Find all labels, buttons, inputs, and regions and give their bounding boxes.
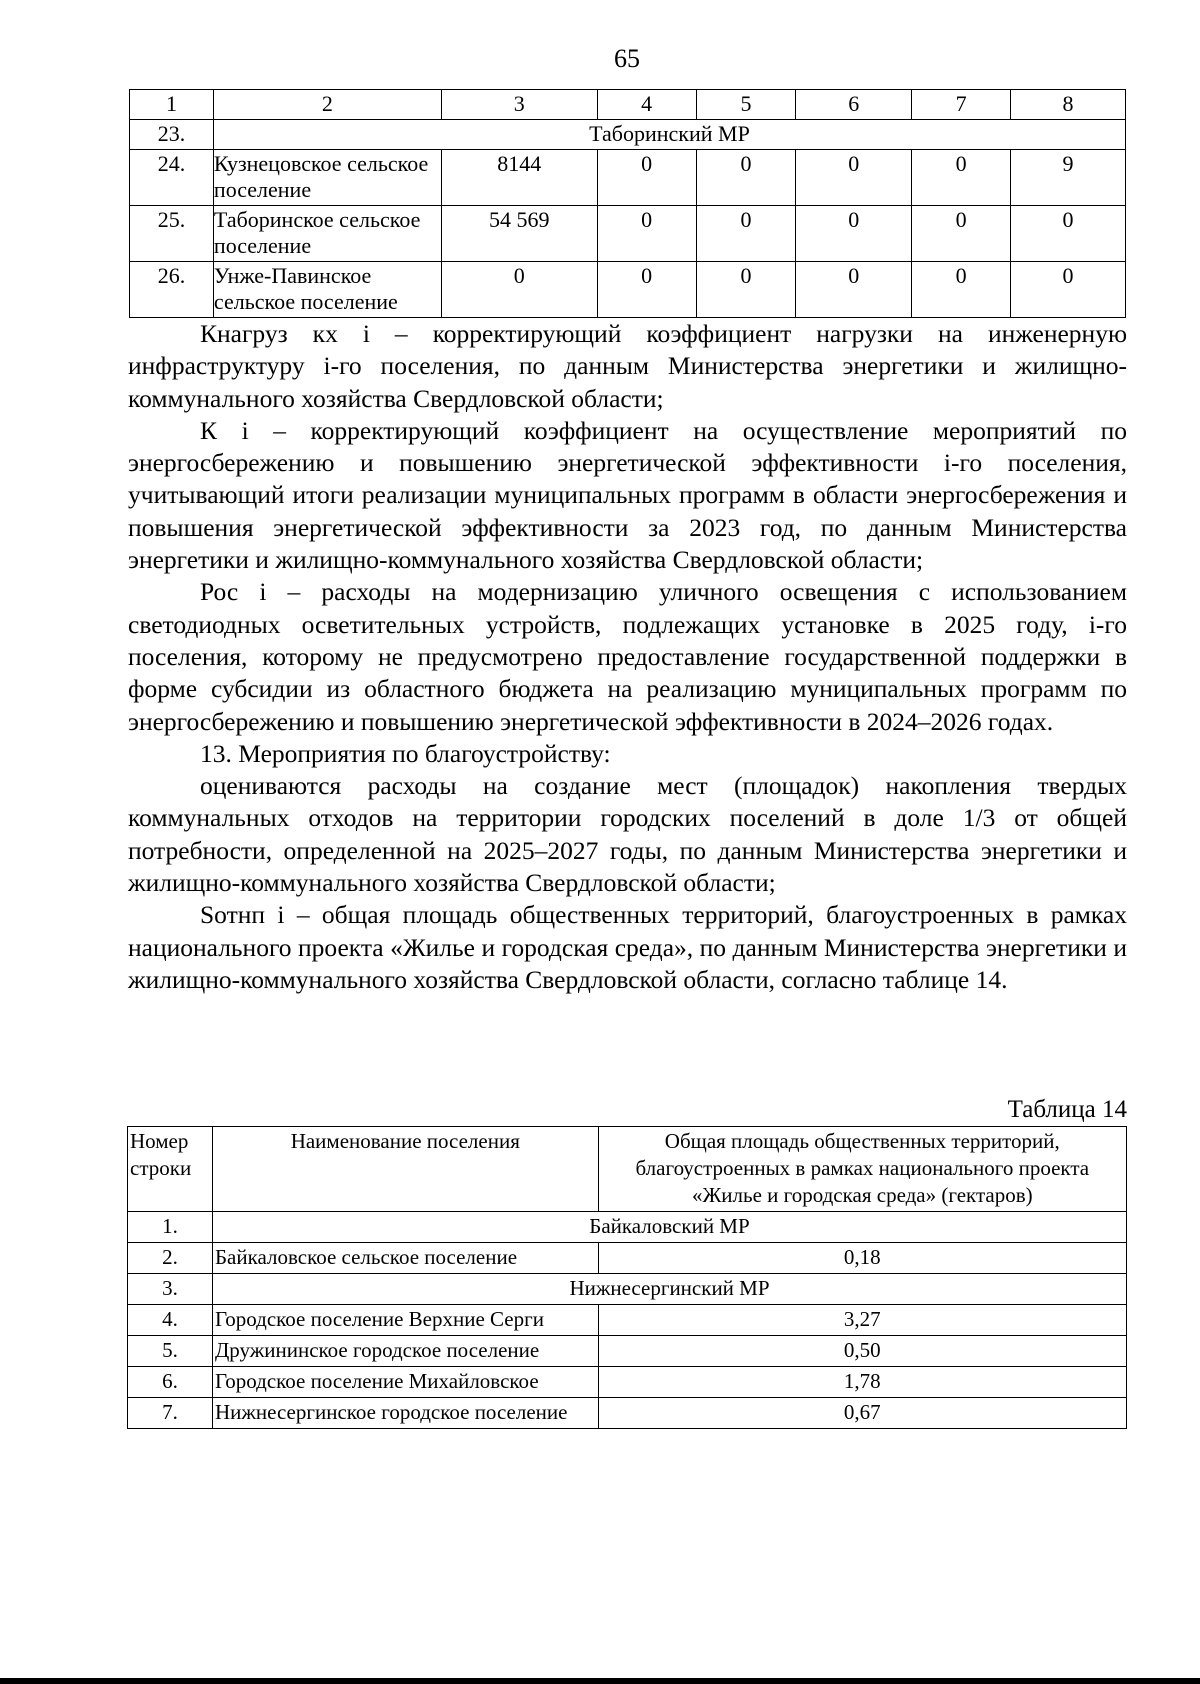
value-cell: 0 [441,262,597,318]
paragraph-sotnp: Sотнп i – общая площадь общественных территорий, благоустроенных в рамках национального проекта «Жилье и городская среда», по данным Министерства энергетики и жилищно-коммунального хозяйства Свердловской области, согласно таблице 14. [128,900,1127,994]
section-title: Таборинский МР [213,120,1125,150]
value-cell: 9 [1011,150,1126,206]
row-number: 23. [130,120,214,150]
table-row [130,262,1126,318]
table-row [130,150,1126,206]
table-row [128,1367,1127,1398]
table-row [128,1305,1127,1336]
settlement-name: Унже-Павинское сельское поселение [213,262,441,318]
area-value: 1,78 [598,1367,1126,1398]
paragraph-ki: К i – корректирующий коэффициент на осуществление мероприятий по энергосбережению и повышению энергетической эффективности i-го поселения, учитывающий итоги реализации муниципальных программ в области энергосбережения и повышения энергетической эффективности за 2023 год, по данным Министерства энергетики и жилищно-коммунального хозяйства Свердловской области; [128,415,1127,575]
area-value: 0,18 [598,1243,1126,1274]
continued-table [129,89,1126,318]
value-cell: 0 [1011,262,1126,318]
table-caption: Таблица 14 [1007,1096,1127,1123]
section-title: Байкаловский МР [212,1212,1126,1243]
table-header-row [128,1127,1127,1212]
area-value: 0,67 [598,1398,1126,1429]
settlement-name: Кузнецовское сельское поселение [213,150,441,206]
row-number: 1. [128,1212,213,1243]
column-number: 1 [130,90,214,120]
section-heading: 13. Мероприятия по благоустройству: [200,738,611,768]
value-cell: 0 [597,206,696,262]
value-cell: 0 [696,262,796,318]
section-title: Нижнесергинский МР [212,1274,1126,1305]
settlement-name: Дружининское городское поселение [212,1336,598,1367]
row-number: 24. [130,150,214,206]
value-cell: 0 [912,262,1011,318]
value-cell: 0 [597,150,696,206]
value-cell: 0 [796,262,912,318]
settlement-name: Таборинское сельское поселение [213,206,441,262]
value-cell: 0 [696,150,796,206]
section-row [128,1212,1127,1243]
area-value: 0,50 [598,1336,1126,1367]
settlement-name: Байкаловское сельское поселение [212,1243,598,1274]
column-numbers-row [130,90,1126,120]
row-number: 26. [130,262,214,318]
area-value: 3,27 [598,1305,1126,1336]
table-row [128,1243,1127,1274]
row-number: 3. [128,1274,213,1305]
value-cell: 0 [912,206,1011,262]
paragraph-waste-sites: оцениваются расходы на создание мест (площадок) накопления твердых коммунальных отходов на территории городских поселений в доле 1/3 от общей потребности, определенной на 2025–2027 годы, по данным Министерства энергетики и жилищно-коммунального хозяйства Свердловской области; [128,771,1127,898]
value-cell: 0 [597,262,696,318]
row-number: 5. [128,1336,213,1367]
section-row [128,1274,1127,1305]
row-number: 7. [128,1398,213,1429]
column-number: 2 [213,90,441,120]
column-number: 6 [796,90,912,120]
column-number: 8 [1011,90,1126,120]
table-row [128,1398,1127,1429]
settlement-name: Нижнесергинское городское поселение [212,1398,598,1429]
page-bottom-border [0,1678,1200,1684]
section-row [130,120,1126,150]
page-number: 65 [614,44,640,73]
value-cell: 0 [696,206,796,262]
value-cell: 8144 [441,150,597,206]
value-cell: 0 [1011,206,1126,262]
value-cell: 0 [912,150,1011,206]
paragraph-knagruz: Кнагруз кх i – корректирующий коэффициент нагрузки на инженерную инфраструктуру i-го поселения, по данным Министерства энергетики и жилищно-коммунального хозяйства Свердловской области; [128,319,1127,413]
header-row-number: Номер строки [128,1127,213,1212]
row-number: 25. [130,206,214,262]
table-14 [127,1126,1127,1429]
row-number: 6. [128,1367,213,1398]
column-number: 5 [696,90,796,120]
row-number: 2. [128,1243,213,1274]
table-row [128,1336,1127,1367]
value-cell: 0 [796,206,912,262]
body-text [128,318,1127,996]
value-cell: 0 [796,150,912,206]
column-number: 4 [597,90,696,120]
settlement-name: Городское поселение Михайловское [212,1367,598,1398]
paragraph-ros: Рос i – расходы на модернизацию уличного освещения с использованием светодиодных осветительных устройств, подлежащих установке в 2025 году, i-го поселения, которому не предусмотрено предоставление государственной поддержки в форме субсидии из областного бюджета на реализацию муниципальных программ по энергосбережению и повышению энергетической эффективности в 2024–2026 годах. [128,577,1127,736]
column-number: 3 [441,90,597,120]
table-row [130,206,1126,262]
header-area: Общая площадь общественных территорий, благоустроенных в рамках национального проекта «Жилье и городская среда» (гектаров) [598,1127,1126,1212]
column-number: 7 [912,90,1011,120]
settlement-name: Городское поселение Верхние Серги [212,1305,598,1336]
row-number: 4. [128,1305,213,1336]
value-cell: 54 569 [441,206,597,262]
header-settlement-name: Наименование поселения [212,1127,598,1212]
